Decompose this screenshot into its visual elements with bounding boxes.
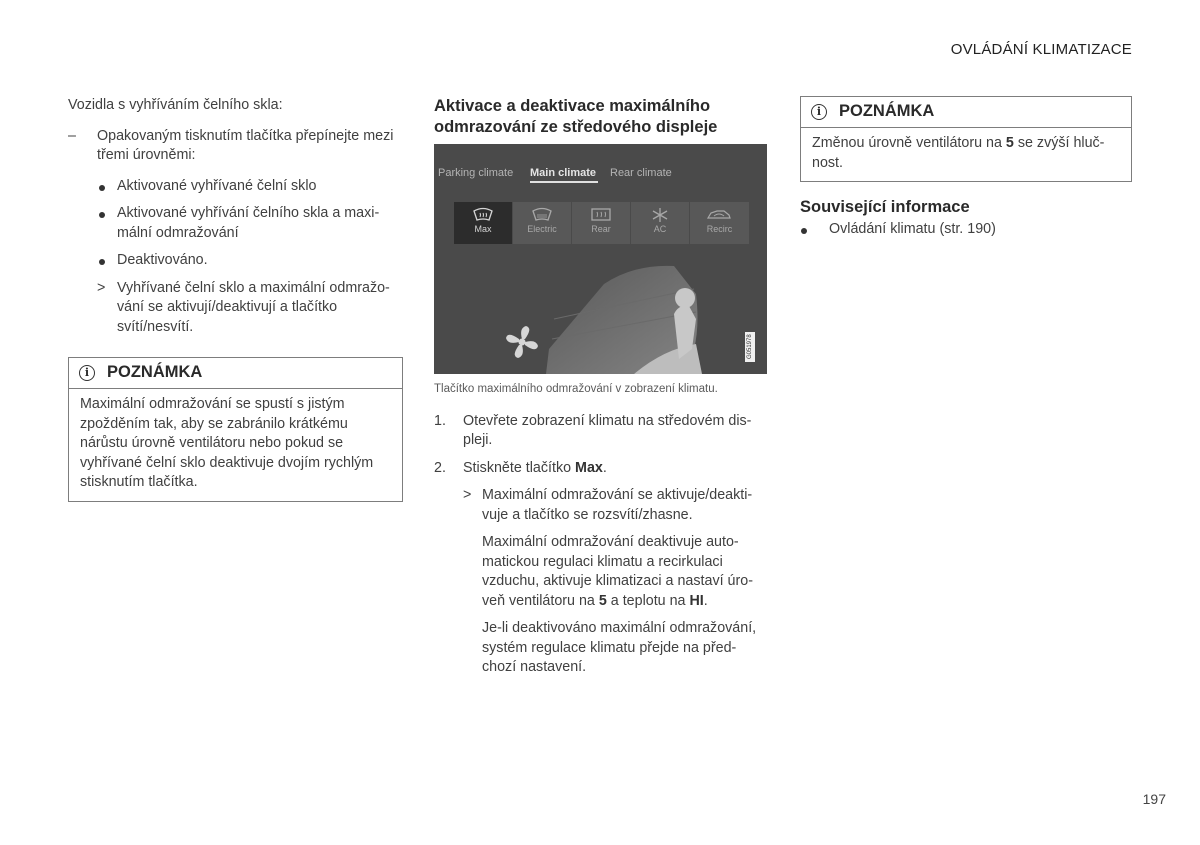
note-title: POZNÁMKA: [107, 363, 203, 382]
climate-tabs: [434, 144, 767, 184]
step-number: 1.: [434, 412, 446, 429]
info-icon: i: [79, 365, 95, 381]
recirc-button[interactable]: [690, 202, 749, 244]
figure-code: G051978: [745, 332, 755, 362]
dash-marker: –: [68, 127, 76, 144]
note-body: [801, 128, 1131, 181]
note-box: [68, 357, 403, 502]
related-heading: Související informace: [800, 198, 970, 216]
ac-button[interactable]: [631, 202, 690, 244]
figure-caption: Tlačítko maximálního odmražování v zobrazení klimatu.: [434, 383, 718, 395]
button-label: Max: [474, 223, 492, 234]
bullet-item: [68, 251, 403, 271]
button-label: Rear: [591, 223, 611, 234]
rear-defrost-button[interactable]: [572, 202, 631, 244]
paragraph-text: .: [703, 592, 708, 609]
note-body: Maximální odmražování se spustí s jistým zpožděním tak, aby se zabránilo krátkému nárůstu úrovně ventilátoru nebo pokud se vyhřívané čelní sklo deaktivuje dvojím rychlým stisknutím tlačítka.: [80, 396, 374, 490]
column-2: [434, 96, 769, 686]
result-text: Maximální odmražování se aktivuje/deakti-vuje a tlačítko se rozsvítí/zhasne.: [482, 487, 753, 523]
step-text-end: .: [602, 459, 607, 476]
step-text: Otevřete zobrazení klimatu na středovém dis-pleji.: [463, 412, 752, 448]
page-header: OVLÁDÁNÍ KLIMATIZACE: [950, 41, 1132, 58]
result-text: Vyhřívané čelní sklo a maximální odmražo-vání se aktivují/deaktivují a tlačítko svítí/nesvítí.: [117, 279, 390, 335]
max-defrost-button[interactable]: [454, 202, 513, 244]
paragraph: Je-li deaktivováno maximální odmražování, systém regulace klimatu přejde na před-chozí nastavení.: [482, 620, 757, 675]
step-item: [434, 412, 769, 451]
note-text: Změnou úrovně ventilátoru na: [812, 135, 1006, 151]
note-text: se zvýší hluč-nost.: [812, 135, 1105, 171]
result-item: [68, 279, 403, 338]
result-arrow-icon: >: [97, 279, 106, 296]
button-label: Recirc: [706, 223, 733, 234]
button-label: Electric: [527, 223, 557, 234]
bullet-item: [68, 177, 403, 197]
dash-item-text: Opakovaným tisknutím tlačítka přepínejte mezi třemi úrovněmi:: [97, 127, 394, 163]
fan-icon: [506, 326, 538, 358]
climate-button-row: [454, 202, 751, 244]
info-icon: i: [811, 104, 827, 120]
column-3: [800, 96, 1132, 247]
active-tab-underline: [530, 181, 598, 183]
tab-rear-climate[interactable]: Rear climate: [610, 167, 672, 179]
note-header: [69, 358, 402, 389]
note-header: [801, 97, 1131, 128]
bullet-icon: [99, 185, 105, 191]
note-box: [800, 96, 1132, 182]
paragraph: [434, 533, 769, 611]
paragraph-text: a teplotu na: [606, 592, 690, 609]
bullet-icon: [99, 212, 105, 218]
related-link[interactable]: Ovládání klimatu (str. 190): [829, 220, 996, 237]
tab-parking-climate[interactable]: Parking climate: [438, 167, 514, 179]
step-bold-text: Max: [575, 459, 603, 476]
dash-list-item: [68, 127, 403, 166]
step-item: [434, 459, 769, 479]
climate-display-figure: [434, 144, 767, 374]
button-label: AC: [653, 223, 667, 234]
result-item: [434, 486, 769, 525]
bullet-icon: [99, 259, 105, 265]
bullet-text: Aktivované vyhřívání čelního skla a maxi-mální odmražování: [117, 205, 380, 241]
bold-value: 5: [1005, 135, 1014, 151]
column-1: [68, 96, 403, 502]
paragraph-text: Maximální odmražování deaktivuje auto-matickou regulaci klimatu a recirkulaci vzduchu, aktivuje klimatizaci a nastaví úro-veň ventilátoru na: [482, 534, 753, 609]
result-arrow-icon: >: [463, 487, 472, 503]
note-title: POZNÁMKA: [839, 102, 935, 121]
bullet-icon: [801, 228, 807, 234]
bold-value: 5: [598, 592, 607, 609]
bullet-text: Aktivované vyhřívané čelní sklo: [117, 177, 317, 194]
tab-main-climate[interactable]: Main climate: [530, 167, 597, 179]
electric-windshield-button[interactable]: [513, 202, 572, 244]
intro-text: Vozidla s vyhříváním čelního skla:: [68, 97, 283, 113]
bold-value: HI: [689, 592, 704, 609]
bullet-text: Deaktivováno.: [117, 252, 208, 268]
step-text: Stiskněte tlačítko: [463, 459, 576, 476]
page-number: 197: [1142, 791, 1166, 807]
section-heading: Aktivace a deaktivace maximálního odmrazování ze středového displeje: [434, 97, 718, 136]
bullet-item: [68, 204, 403, 243]
step-number: 2.: [434, 459, 446, 476]
related-item: [800, 220, 1132, 240]
